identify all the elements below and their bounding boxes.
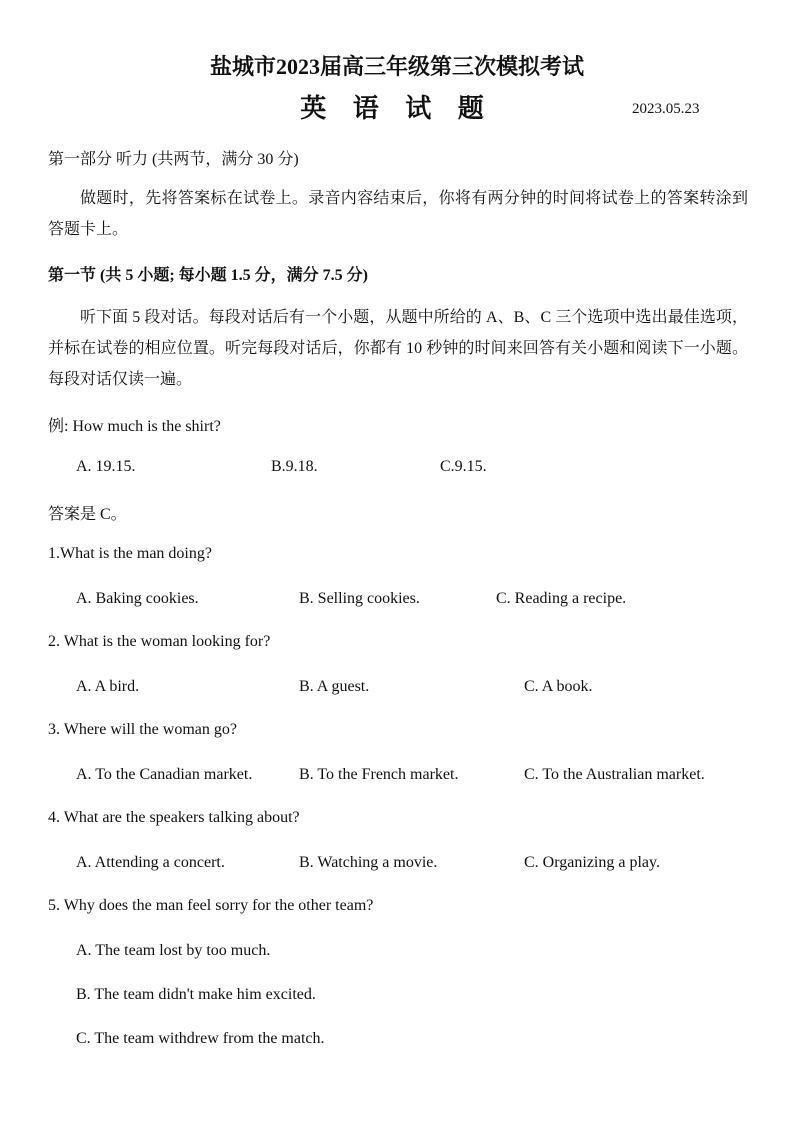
- example-question: 例: How much is the shirt?: [48, 418, 221, 435]
- question-4: 4. What are the speakers talking about?: [48, 809, 300, 826]
- exam-title: 盐城市2023届高三年级第三次模拟考试: [209, 54, 584, 79]
- question-5-option-c: C. The team withdrew from the match.: [76, 1030, 325, 1047]
- question-1-option-a: A. Baking cookies.: [76, 590, 199, 607]
- question-4-option-b: B. Watching a movie.: [299, 854, 438, 871]
- part1-heading: 第一部分 听力 (共两节，满分 30 分): [48, 151, 299, 168]
- question-2-option-b: B. A guest.: [299, 678, 370, 695]
- question-2-option-c: C. A book.: [524, 678, 593, 695]
- question-2: 2. What is the woman looking for?: [48, 633, 271, 650]
- question-5-option-b: B. The team didn't make him excited.: [76, 986, 316, 1003]
- question-1: 1.What is the man doing?: [48, 545, 212, 562]
- question-1-option-b: B. Selling cookies.: [299, 590, 420, 607]
- part1-instructions: 做题时，先将答案标在试卷上。录音内容结束后，你将有两分钟的时间将试卷上的答案转涂到答题卡上。: [48, 190, 748, 238]
- example-answer: 答案是 C。: [48, 506, 127, 523]
- question-5-option-a: A. The team lost by too much.: [76, 942, 271, 959]
- question-3: 3. Where will the woman go?: [48, 721, 237, 738]
- question-4-option-a: A. Attending a concert.: [76, 854, 225, 871]
- question-5: 5. Why does the man feel sorry for the other team?: [48, 897, 374, 914]
- question-2-option-a: A. A bird.: [76, 678, 140, 695]
- example-option-c: C.9.15.: [440, 458, 487, 475]
- question-3-option-b: B. To the French market.: [299, 766, 459, 783]
- example-option-a: A. 19.15.: [76, 458, 136, 475]
- question-3-option-a: A. To the Canadian market.: [76, 766, 253, 783]
- section1-heading: 第一节 (共 5 小题; 每小题 1.5 分，满分 7.5 分): [48, 267, 368, 284]
- question-3-option-c: C. To the Australian market.: [524, 766, 705, 783]
- example-option-b: B.9.18.: [271, 458, 318, 475]
- exam-subtitle: 英 语 试 题: [300, 94, 494, 123]
- section1-instructions: 听下面 5 段对话。每段对话后有一个小题，从题中所给的 A、B、C 三个选项中选出最佳选项，并标在试卷的相应位置。听完每段对话后，你都有 10 秒钟的时间来回答有关小题和阅读下一小题。每段对话仅读一遍。: [48, 309, 748, 388]
- exam-date: 2023.05.23: [632, 101, 700, 117]
- question-1-option-c: C. Reading a recipe.: [496, 590, 627, 607]
- question-4-option-c: C. Organizing a play.: [524, 854, 660, 871]
